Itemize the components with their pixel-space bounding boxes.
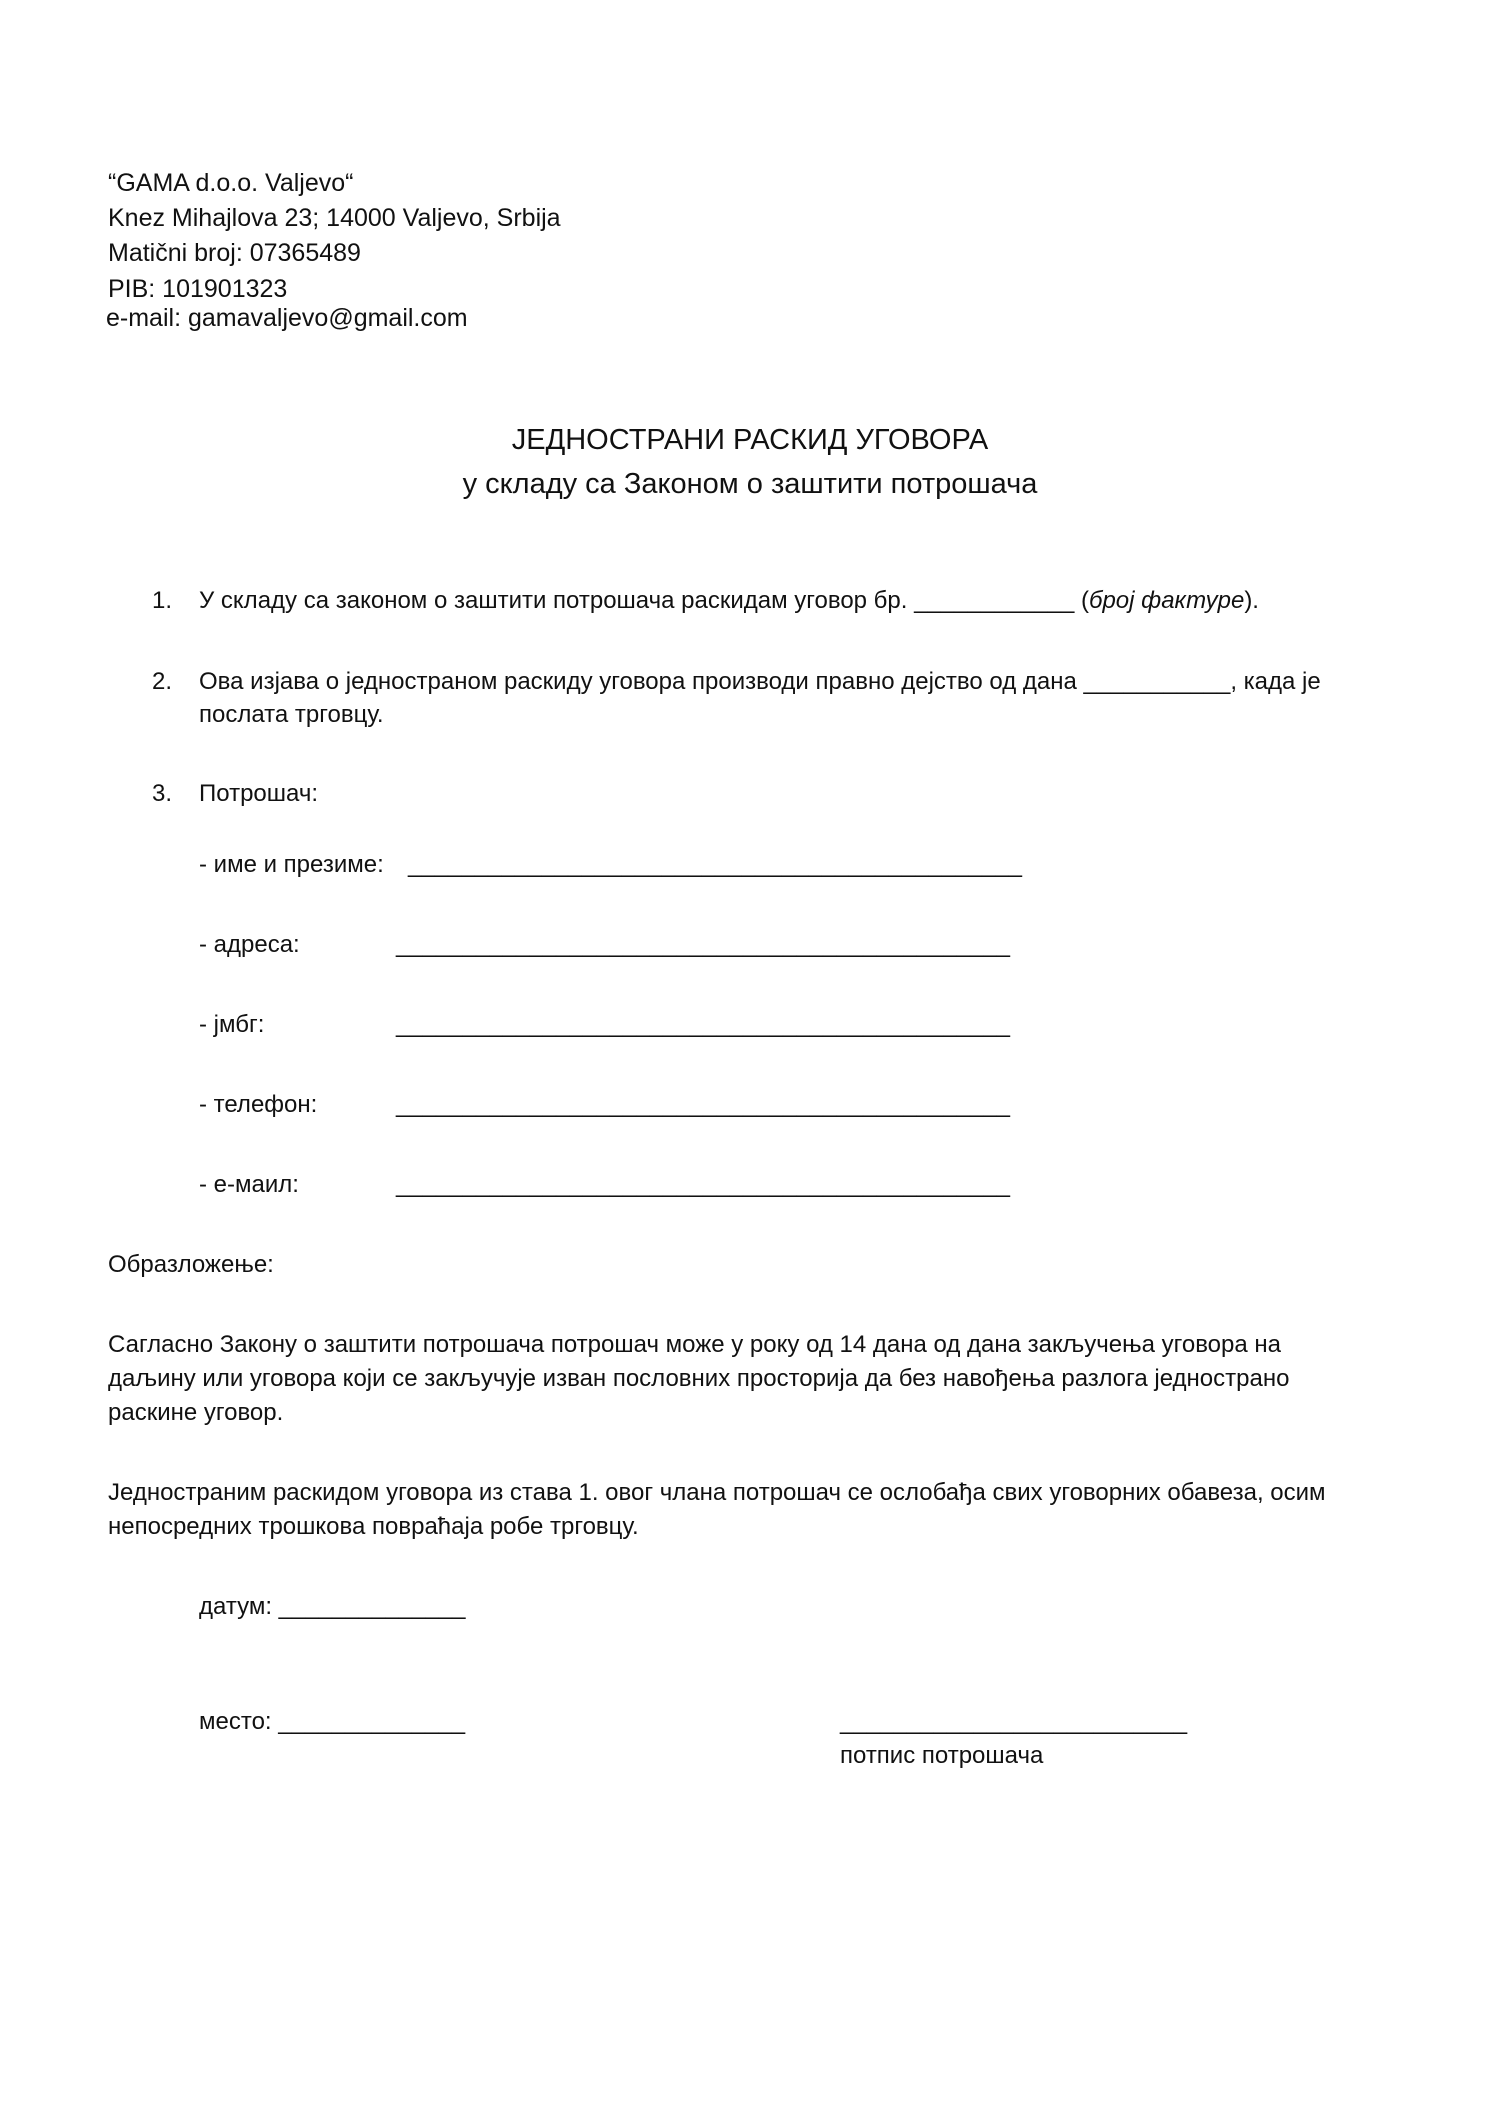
- field-blank-address[interactable]: ______________________________________________: [396, 931, 1010, 958]
- item-1-text-after: ).: [1244, 587, 1259, 614]
- company-name: “GAMA d.o.o. Valjevo“: [108, 169, 354, 197]
- field-blank-phone[interactable]: ______________________________________________: [396, 1091, 1010, 1118]
- field-label-jmbg: - јмбг:: [199, 1011, 265, 1038]
- document-subtitle: у складу са Законом о заштити потрошача: [462, 468, 1038, 500]
- explanation-para-1-line-1: Сагласно Закону о заштити потрошача потрошач може у року од 14 дана од дана закључења уговора на: [108, 1331, 1281, 1358]
- document-title: ЈЕДНОСТРАНИ РАСКИД УГОВОРА: [511, 424, 989, 456]
- explanation-para-2-line-1: Једностраним раскидом уговора из става 1. овог члана потрошач се ослобађа свих уговорних обавеза, осим: [108, 1479, 1326, 1506]
- company-reg-no: Matični broj: 07365489: [108, 239, 361, 267]
- company-email: e-mail: gamavaljevo@gmail.com: [106, 304, 468, 332]
- item-text-1: [199, 584, 1259, 617]
- field-blank-email[interactable]: ______________________________________________: [396, 1171, 1010, 1198]
- explanation-para-2-line-2: непосредних трошкова повраћаја робе трговцу.: [108, 1513, 639, 1540]
- explanation-heading: Образложење:: [108, 1251, 274, 1278]
- item-2-line-2: послата трговцу.: [199, 701, 384, 728]
- item-number-2: 2.: [152, 668, 173, 695]
- explanation-para-1-line-3: раскине уговор.: [108, 1399, 284, 1426]
- field-label-phone: - телефон:: [199, 1091, 318, 1118]
- invoice-number-hint: број фактуре: [1088, 587, 1245, 614]
- item-number-3: 3.: [152, 780, 173, 807]
- item-1-text-before: У складу са законом о заштити потрошача раскидам уговор бр. ____________ (: [199, 587, 1089, 614]
- item-number-1: 1.: [152, 587, 173, 614]
- company-address: Knez Mihajlova 23; 14000 Valjevo, Srbija: [108, 204, 561, 232]
- item-2-line-1: Ова изјава о једностраном раскиду уговора производи правно дејство од дана ___________, када је: [199, 668, 1321, 695]
- field-label-name: - име и презиме:: [199, 851, 384, 878]
- signature-label: потпис потрошача: [840, 1742, 1044, 1769]
- field-label-address: - адреса:: [199, 931, 300, 958]
- field-blank-name[interactable]: ______________________________________________: [408, 851, 1022, 878]
- signature-line[interactable]: __________________________: [840, 1708, 1188, 1735]
- date-field[interactable]: датум: ______________: [199, 1593, 466, 1620]
- field-blank-jmbg[interactable]: ______________________________________________: [396, 1011, 1010, 1038]
- field-label-email: - е-маил:: [199, 1171, 299, 1198]
- place-field[interactable]: место: ______________: [199, 1708, 466, 1735]
- consumer-heading: Потрошач:: [199, 780, 319, 807]
- company-pib: PIB: 101901323: [108, 275, 288, 303]
- explanation-para-1-line-2: даљину или уговора који се закључује изван пословних просторија да без навођења разлога једнострано: [108, 1365, 1290, 1392]
